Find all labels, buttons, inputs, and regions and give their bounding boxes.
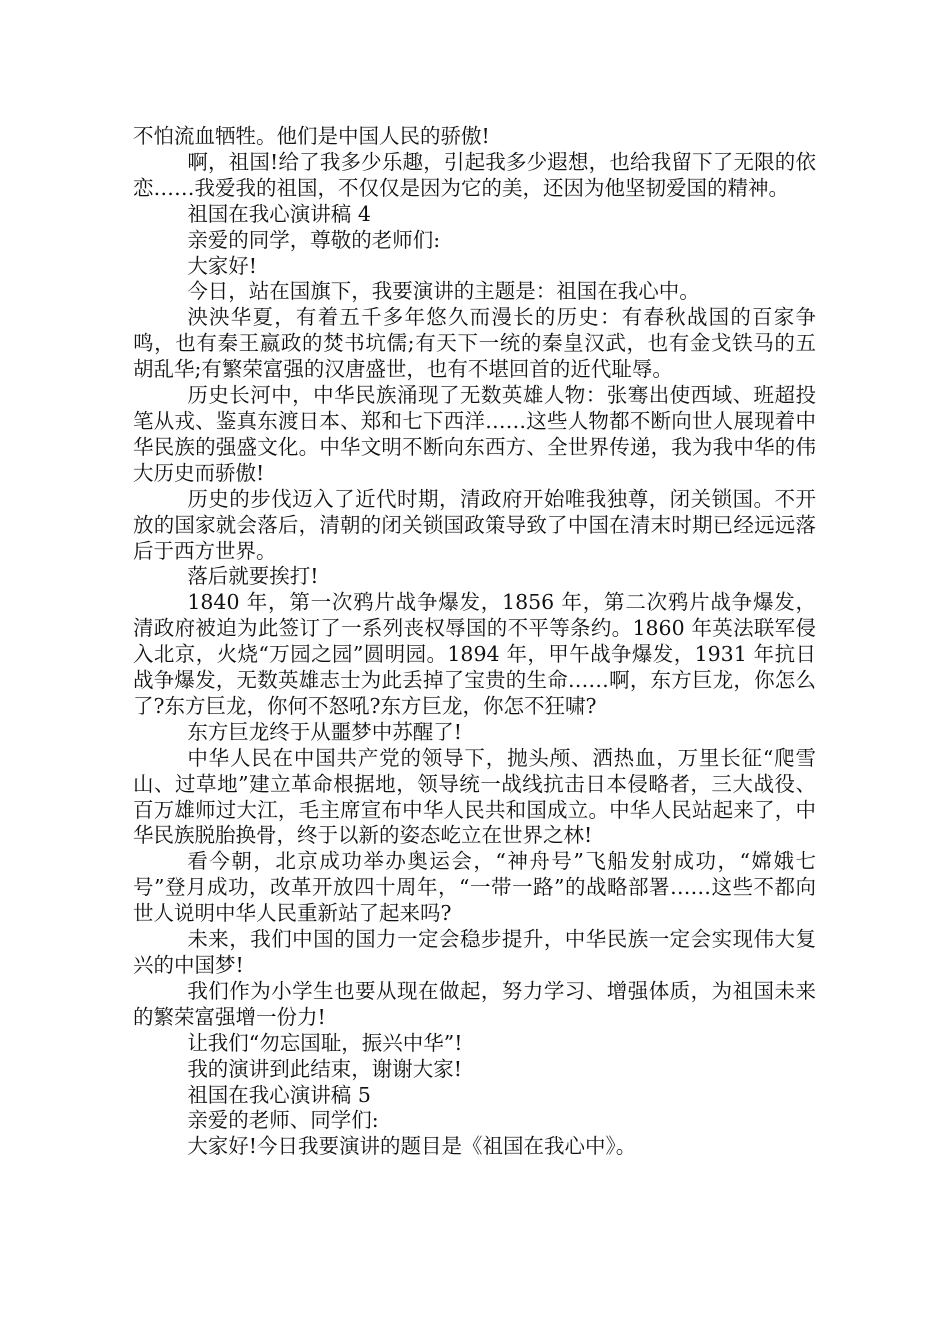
paragraph: 祖国在我心演讲稿 4 — [187, 201, 371, 226]
paragraph: 我们作为小学生也要从现在做起，努力学习、增强体质，为祖国未来的繁荣富强增一份力! — [133, 978, 816, 1029]
paragraph: 大家好! — [187, 253, 258, 278]
paragraph: 未来，我们中国的国力一定会稳步提升，中华民族一定会实现伟大复兴的中国梦! — [133, 927, 816, 977]
paragraph: 祖国在我心演讲稿 5 — [187, 1082, 371, 1107]
paragraph: 今日，站在国旗下，我要演讲的主题是：祖国在我心中。 — [187, 279, 700, 304]
paragraph: 历史长河中，中华民族涌现了无数英雄人物：张骞出使西域、班超投笔从戎、鉴真东渡日本、郑和七下西洋……这些人物都不断向世人展现着中华民族的强盛文化。中华文明不断向东西方、全世界传递，我为我中华的伟大历史而骄傲! — [133, 383, 816, 485]
paragraph: 泱泱华夏，有着五千多年悠久而漫长的历史：有春秋战国的百家争鸣，也有秦王嬴政的焚书坑儒;有天下一统的秦皇汉武，也有金戈铁马的五胡乱华;有繁荣富强的汉唐盛世，也有不堪回首的近代耻辱。 — [133, 305, 816, 382]
paragraph: 看今朝，北京成功举办奥运会，“神舟号”飞船发射成功，“嫦娥七号”登月成功，改革开放四十周年，“一带一路”的战略部署……这些不都向世人说明中华人民重新站了起来吗? — [133, 849, 816, 926]
paragraph: 亲爱的同学，尊敬的老师们: — [187, 227, 441, 252]
paragraph: 1840 年，第一次鸦片战争爆发，1856 年，第二次鸦片战争爆发，清政府被迫为此签订了一系列丧权辱国的不平等条约。1860 年英法联军侵入北京，火烧“万园之园”圆明园。1894 年，甲午战争爆发，1931 年抗日战争爆发，无数英雄志士为此丢掉了宝贵的生命……啊，东方巨龙，你怎么了?东方巨龙，你何不怒吼?东方巨龙，你怎不狂啸? — [133, 590, 816, 718]
paragraph: 大家好!今日我要演讲的题目是《祖国在我心中》。 — [187, 1134, 637, 1159]
paragraph: 落后就要挨打! — [187, 564, 319, 589]
paragraph: 东方巨龙终于从噩梦中苏醒了! — [187, 719, 463, 744]
paragraph: 中华人民在中国共产党的领导下，抛头颅、洒热血，万里长征“爬雪山、过草地”建立革命根据地，领导统一战线抗击日本侵略者，三大战役、百万雄师过大江，毛主席宣布中华人民共和国成立。中华人民站起来了，中华民族脱胎换骨，终于以新的姿态屹立在世界之林! — [133, 745, 816, 848]
paragraph: 历史的步伐迈入了近代时期，清政府开始唯我独尊，闭关锁国。不开放的国家就会落后，清朝的闭关锁国政策导致了中国在清末时期已经远远落后于西方世界。 — [133, 486, 816, 563]
paragraph: 我的演讲到此结束，谢谢大家! — [187, 1056, 463, 1081]
paragraph: 啊，祖国!给了我多少乐趣，引起我多少遐想，也给我留下了无限的依恋……我爱我的祖国，不仅仅是因为它的美，还因为他坚韧爱国的精神。 — [133, 149, 816, 200]
paragraph: 亲爱的老师、同学们: — [187, 1108, 379, 1133]
document-page — [133, 124, 816, 1160]
paragraph: 不怕流血牺牲。他们是中国人民的骄傲! — [133, 124, 490, 148]
paragraph: 让我们“勿忘国耻，振兴中华”! — [187, 1030, 463, 1055]
